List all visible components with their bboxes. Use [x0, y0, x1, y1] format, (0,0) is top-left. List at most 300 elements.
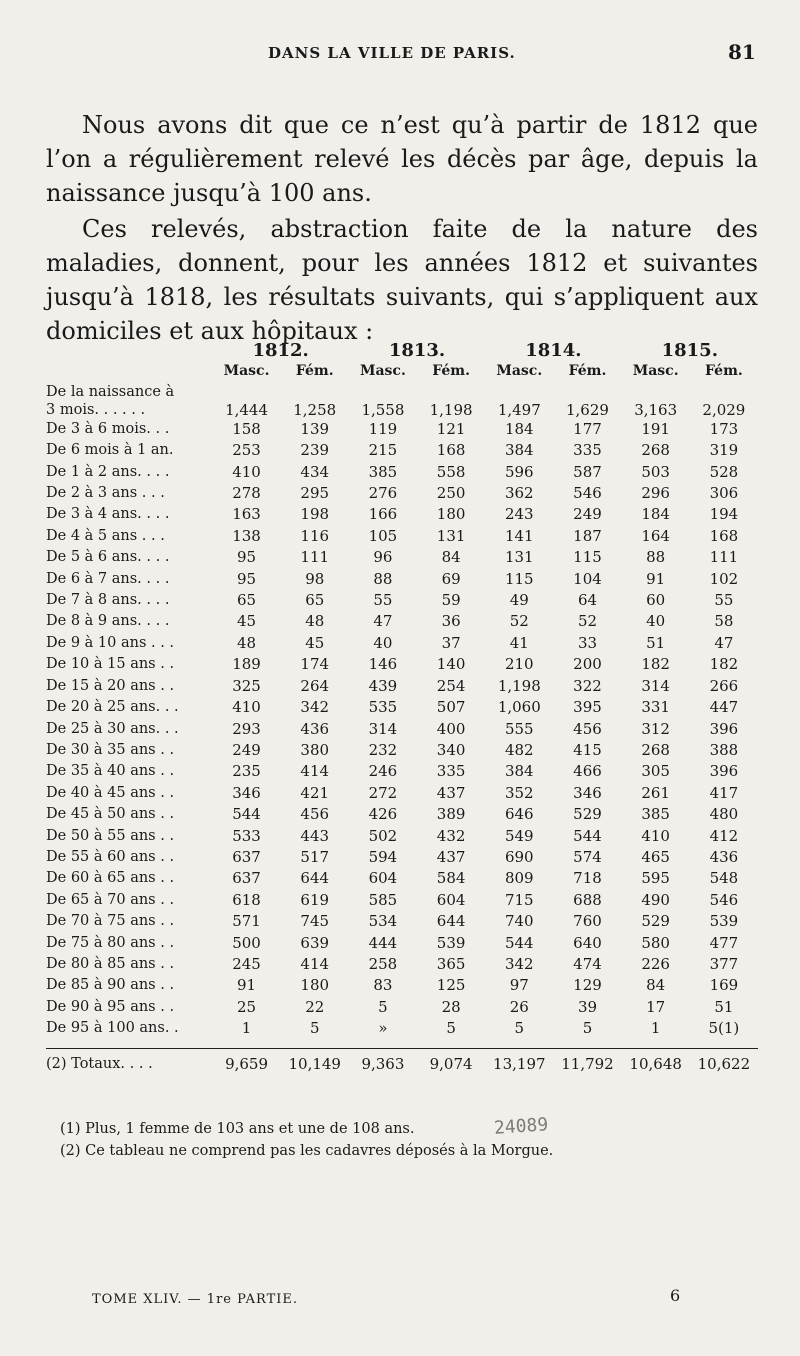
- death-count-cell: 377: [709, 954, 739, 973]
- death-count-cell: 146: [368, 655, 398, 674]
- death-count-cell: 49: [509, 591, 529, 610]
- death-count-cell: 254: [436, 676, 466, 695]
- death-count-cell: 52: [509, 612, 529, 631]
- death-count-cell: 619: [300, 890, 330, 909]
- death-count-cell: 138: [232, 526, 261, 545]
- total-cell: 10,648: [622, 1048, 690, 1079]
- death-count-cell: 55: [373, 591, 393, 610]
- death-count-cell: 272: [368, 783, 398, 802]
- death-count-cell: 535: [368, 698, 398, 717]
- sex-header: Fém.: [432, 363, 470, 380]
- death-count-cell: 618: [232, 890, 261, 909]
- table-body: [46, 383, 758, 1040]
- death-count-cell: 421: [300, 783, 330, 802]
- death-count-cell: 45: [237, 612, 257, 631]
- death-count-cell: 105: [368, 526, 398, 545]
- death-count-cell: 558: [436, 462, 466, 481]
- total-cell: 10,622: [690, 1048, 758, 1079]
- death-count-cell: 412: [709, 826, 739, 845]
- death-count-cell: 249: [232, 740, 261, 759]
- death-count-cell: 95: [237, 569, 257, 588]
- death-count-cell: 59: [441, 591, 461, 610]
- death-count-cell: 503: [641, 462, 670, 481]
- table-row: [46, 419, 758, 440]
- death-count-cell: 191: [641, 419, 670, 438]
- death-count-cell: 465: [641, 847, 670, 866]
- death-count-cell: 25: [237, 997, 257, 1016]
- death-count-cell: 1,444: [225, 400, 269, 419]
- age-label: De 4 à 5 ans . . .: [46, 527, 165, 544]
- death-count-cell: 517: [300, 847, 330, 866]
- footnotes: [60, 1118, 740, 1162]
- death-count-cell: 84: [441, 548, 461, 567]
- totals-label: (2) Totaux. . . .: [46, 1048, 212, 1079]
- death-count-cell: 306: [709, 484, 739, 503]
- death-count-cell: 47: [373, 612, 393, 631]
- death-count-cell: 688: [573, 890, 602, 909]
- death-count-cell: 474: [573, 954, 602, 973]
- death-count-cell: 718: [573, 869, 602, 888]
- table-row: [46, 783, 758, 804]
- death-count-cell: 1,198: [429, 400, 473, 419]
- table-row: [46, 975, 758, 996]
- death-count-cell: 189: [232, 655, 261, 674]
- death-count-cell: 164: [641, 526, 670, 545]
- death-count-cell: 436: [709, 847, 739, 866]
- death-count-cell: 243: [504, 505, 534, 524]
- death-count-cell: 198: [300, 505, 330, 524]
- death-count-cell: 245: [232, 954, 261, 973]
- death-count-cell: 64: [577, 591, 598, 610]
- death-count-cell: 121: [436, 419, 466, 438]
- table-row: [46, 847, 758, 868]
- death-count-cell: 644: [300, 869, 330, 888]
- death-count-cell: 97: [509, 976, 529, 995]
- death-count-cell: 1,629: [566, 400, 609, 419]
- death-count-cell: 595: [641, 869, 670, 888]
- death-count-cell: 544: [504, 933, 534, 952]
- death-count-cell: 139: [300, 419, 330, 438]
- death-count-cell: 482: [504, 740, 534, 759]
- death-count-cell: 604: [436, 890, 466, 909]
- death-count-cell: 115: [504, 569, 534, 588]
- death-count-cell: 22: [305, 997, 325, 1016]
- death-count-cell: 1,258: [293, 400, 337, 419]
- death-count-cell: 584: [436, 869, 466, 888]
- table-row: [46, 611, 758, 632]
- death-count-cell: 437: [436, 847, 466, 866]
- table-row: [46, 868, 758, 889]
- death-count-cell: 580: [641, 933, 670, 952]
- table-row: [46, 911, 758, 932]
- table-row: [46, 676, 758, 697]
- death-count-cell: 111: [300, 548, 330, 567]
- death-count-cell: 119: [368, 419, 398, 438]
- age-label: De 3 à 4 ans. . . .: [46, 506, 170, 523]
- death-count-cell: 546: [573, 484, 602, 503]
- death-count-cell: 140: [436, 655, 466, 674]
- death-count-cell: 83: [373, 976, 393, 995]
- death-count-cell: 194: [709, 505, 739, 524]
- death-count-cell: 1,198: [497, 676, 541, 695]
- death-count-cell: 58: [714, 612, 734, 631]
- age-label: De la naissance à: [46, 383, 175, 400]
- death-count-cell: 5: [582, 1019, 593, 1038]
- death-count-cell: 388: [709, 740, 739, 759]
- table-row: [46, 440, 758, 461]
- death-count-cell: 5: [514, 1019, 525, 1038]
- sex-header: Masc.: [223, 363, 270, 380]
- death-count-cell: 533: [232, 826, 261, 845]
- death-count-cell: 322: [573, 676, 602, 695]
- death-count-cell: 116: [300, 526, 330, 545]
- table-row: [46, 633, 758, 654]
- death-count-cell: 340: [436, 740, 466, 759]
- death-count-cell: 587: [573, 462, 602, 481]
- death-count-cell: 594: [368, 847, 398, 866]
- age-label: De 35 à 40 ans . .: [46, 763, 175, 780]
- age-label: De 55 à 60 ans . .: [46, 848, 175, 865]
- death-count-cell: 174: [300, 655, 330, 674]
- death-count-cell: 596: [504, 462, 534, 481]
- death-count-cell: 809: [504, 869, 534, 888]
- death-count-cell: 549: [504, 826, 534, 845]
- death-count-cell: 250: [436, 484, 466, 503]
- death-count-cell: 129: [573, 976, 602, 995]
- death-count-cell: 456: [573, 719, 602, 738]
- death-count-cell: 528: [709, 462, 739, 481]
- total-cell: 9,363: [349, 1048, 417, 1079]
- total-cell: 13,197: [485, 1048, 553, 1079]
- death-count-cell: 534: [368, 912, 398, 931]
- death-count-cell: 444: [368, 933, 398, 952]
- death-count-cell: 235: [232, 762, 261, 781]
- deaths-by-age-table: [46, 340, 758, 1079]
- death-count-cell: 410: [641, 826, 670, 845]
- death-count-cell: 163: [232, 505, 261, 524]
- death-count-cell: 40: [646, 612, 666, 631]
- table-row: [46, 590, 758, 611]
- death-count-cell: 169: [709, 976, 739, 995]
- death-count-cell: 740: [504, 912, 534, 931]
- death-count-cell: 417: [709, 783, 739, 802]
- death-count-cell: 115: [573, 548, 602, 567]
- table-row: [46, 383, 758, 401]
- year-header-row: [46, 340, 758, 361]
- death-count-cell: 226: [641, 954, 670, 973]
- death-count-cell: 529: [573, 805, 602, 824]
- death-count-cell: 426: [368, 805, 398, 824]
- age-label: De 7 à 8 ans. . . .: [46, 592, 170, 609]
- death-count-cell: 84: [646, 976, 666, 995]
- death-count-cell: 546: [709, 890, 739, 909]
- footnote: (2) Ce tableau ne comprend pas les cadavres déposés à la Morgue.: [60, 1143, 554, 1159]
- death-count-cell: 5(1): [708, 1019, 740, 1038]
- death-count-cell: 1,060: [497, 698, 541, 717]
- sex-header: Masc.: [632, 363, 679, 380]
- table-row: [46, 654, 758, 675]
- age-label: De 25 à 30 ans. . .: [46, 720, 179, 737]
- death-count-cell: 571: [232, 912, 261, 931]
- sex-header: Fém.: [704, 363, 743, 380]
- table-row: [46, 504, 758, 525]
- death-count-cell: 1: [241, 1019, 252, 1038]
- page-number: 81: [728, 40, 756, 64]
- table-row: [46, 483, 758, 504]
- death-count-cell: 507: [436, 698, 466, 717]
- death-count-cell: 312: [641, 719, 670, 738]
- death-count-cell: 180: [436, 505, 466, 524]
- volume-line: TOME XLIV. — 1re PARTIE.: [92, 1292, 299, 1307]
- table-row: [46, 933, 758, 954]
- death-count-cell: 96: [373, 548, 393, 567]
- death-count-cell: 158: [232, 419, 261, 438]
- footnote: (1) Plus, 1 femme de 103 ans et une de 108 ans.: [60, 1121, 415, 1137]
- death-count-cell: 335: [436, 762, 466, 781]
- sex-header: Masc.: [359, 363, 406, 380]
- death-count-cell: 180: [300, 976, 330, 995]
- death-count-cell: 33: [577, 633, 598, 652]
- death-count-cell: 55: [714, 591, 734, 610]
- death-count-cell: 389: [436, 805, 466, 824]
- death-count-cell: 414: [300, 762, 330, 781]
- year-header: 1813.: [388, 340, 446, 361]
- death-count-cell: 3,163: [634, 400, 678, 419]
- sex-header: Fém.: [295, 363, 334, 380]
- death-count-cell: 182: [709, 655, 739, 674]
- death-count-cell: 342: [504, 954, 534, 973]
- age-label: De 6 mois à 1 an.: [46, 442, 174, 459]
- death-count-cell: 410: [232, 698, 261, 717]
- death-count-cell: 296: [641, 484, 670, 503]
- death-count-cell: 490: [641, 890, 670, 909]
- death-count-cell: 395: [573, 698, 602, 717]
- death-count-cell: 346: [232, 783, 261, 802]
- age-label: De 6 à 7 ans. . . .: [46, 570, 170, 587]
- death-count-cell: 447: [709, 698, 739, 717]
- death-count-cell: 480: [709, 805, 739, 824]
- death-count-cell: 585: [368, 890, 398, 909]
- total-cell: 9,074: [417, 1048, 485, 1079]
- death-count-cell: 637: [232, 869, 261, 888]
- death-count-cell: 177: [573, 419, 602, 438]
- death-count-cell: 439: [368, 676, 398, 695]
- death-count-cell: 125: [436, 976, 466, 995]
- death-count-cell: 166: [368, 505, 398, 524]
- death-count-cell: 385: [641, 805, 670, 824]
- total-cell: 9,659: [212, 1048, 280, 1079]
- death-count-cell: 88: [373, 569, 393, 588]
- age-label: De 15 à 20 ans . .: [46, 677, 175, 694]
- sex-header: Masc.: [496, 363, 543, 380]
- age-label: De 40 à 45 ans . .: [46, 784, 175, 801]
- table-row: [46, 719, 758, 740]
- death-count-cell: 639: [300, 933, 330, 952]
- death-count-cell: 637: [232, 847, 261, 866]
- age-label: De 65 à 70 ans . .: [46, 891, 175, 908]
- death-count-cell: 443: [300, 826, 330, 845]
- age-label: De 20 à 25 ans. . .: [46, 699, 179, 716]
- age-label: De 95 à 100 ans. .: [46, 1020, 179, 1037]
- table-row: [46, 697, 758, 718]
- death-count-cell: 436: [300, 719, 330, 738]
- age-label: De 2 à 3 ans . . .: [46, 485, 165, 502]
- death-count-cell: 210: [504, 655, 534, 674]
- death-count-cell: »: [378, 1019, 388, 1038]
- handwritten-annotation: 24089: [493, 1114, 549, 1139]
- paragraph-results: Ces relevés, abstraction faite de la nature des maladies, donnent, pour les années 1812 et suivantes jusqu’à 1818, les résultats suivants, qui s’appliquent aux domiciles et aux hôpitaux :: [46, 215, 758, 345]
- death-count-cell: 264: [300, 676, 330, 695]
- death-count-cell: 539: [709, 912, 739, 931]
- death-count-cell: 432: [436, 826, 466, 845]
- death-count-cell: 5: [309, 1019, 320, 1038]
- death-count-cell: 182: [641, 655, 670, 674]
- death-count-cell: 314: [368, 719, 398, 738]
- table-totals: [46, 1040, 758, 1079]
- table-row: [46, 954, 758, 975]
- table-row: [46, 462, 758, 483]
- death-count-cell: 529: [641, 912, 670, 931]
- death-count-cell: 69: [441, 569, 461, 588]
- death-count-cell: 365: [436, 954, 466, 973]
- death-count-cell: 544: [573, 826, 602, 845]
- death-count-cell: 335: [573, 441, 602, 460]
- death-count-cell: 52: [577, 612, 598, 631]
- death-count-cell: 60: [646, 591, 666, 610]
- age-label: De 80 à 85 ans . .: [46, 955, 175, 972]
- death-count-cell: 95: [237, 548, 257, 567]
- table-row: [46, 761, 758, 782]
- death-count-cell: 184: [641, 505, 670, 524]
- death-count-cell: 325: [232, 676, 261, 695]
- death-count-cell: 239: [300, 441, 330, 460]
- death-count-cell: 574: [573, 847, 602, 866]
- death-count-cell: 400: [436, 719, 466, 738]
- age-label: De 1 à 2 ans. . . .: [46, 463, 170, 480]
- death-count-cell: 760: [573, 912, 602, 931]
- table-row: [46, 804, 758, 825]
- death-count-cell: 168: [709, 526, 739, 545]
- death-count-cell: 346: [573, 783, 602, 802]
- death-count-cell: 17: [646, 997, 666, 1016]
- age-label: De 90 à 95 ans . .: [46, 998, 175, 1015]
- year-header: 1814.: [525, 340, 582, 361]
- death-count-cell: 98: [305, 569, 325, 588]
- death-count-cell: 39: [577, 997, 598, 1016]
- sex-header-row: [46, 361, 758, 382]
- death-count-cell: 215: [368, 441, 398, 460]
- death-count-cell: 715: [504, 890, 534, 909]
- death-count-cell: 26: [509, 997, 529, 1016]
- death-count-cell: 384: [504, 762, 534, 781]
- death-count-cell: 268: [641, 441, 670, 460]
- death-count-cell: 200: [573, 655, 602, 674]
- age-label: De 10 à 15 ans . .: [46, 656, 175, 673]
- death-count-cell: 48: [305, 612, 325, 631]
- total-cell: 10,149: [281, 1048, 349, 1079]
- age-label: De 45 à 50 ans . .: [46, 806, 175, 823]
- death-count-cell: 319: [709, 441, 739, 460]
- death-count-cell: 184: [504, 419, 534, 438]
- age-label: 3 mois. . . . . .: [46, 401, 146, 418]
- death-count-cell: 500: [232, 933, 261, 952]
- death-count-cell: 384: [504, 441, 534, 460]
- death-count-cell: 544: [232, 805, 261, 824]
- death-count-cell: 141: [504, 526, 534, 545]
- death-count-cell: 1,558: [361, 400, 405, 419]
- age-label: De 3 à 6 mois. . .: [46, 420, 170, 437]
- death-count-cell: 646: [504, 805, 534, 824]
- death-count-cell: 104: [573, 569, 602, 588]
- death-count-cell: 253: [232, 441, 261, 460]
- age-label: De 75 à 80 ans . .: [46, 934, 175, 951]
- death-count-cell: 690: [504, 847, 534, 866]
- death-count-cell: 51: [714, 997, 734, 1016]
- death-count-cell: 131: [436, 526, 466, 545]
- death-count-cell: 396: [709, 719, 739, 738]
- death-count-cell: 1: [650, 1019, 661, 1038]
- year-header: 1815.: [661, 340, 718, 361]
- death-count-cell: 232: [368, 740, 398, 759]
- death-count-cell: 168: [436, 441, 466, 460]
- age-label: De 60 à 65 ans . .: [46, 870, 175, 887]
- paragraph-intro: Nous avons dit que ce n’est qu’à partir de 1812 que l’on a régulièrement relevé les décès par âge, depuis la naissance jusqu’à 100 ans.: [46, 111, 758, 207]
- death-count-cell: 555: [504, 719, 534, 738]
- death-count-cell: 477: [709, 933, 739, 952]
- death-count-cell: 414: [300, 954, 330, 973]
- age-column-header: [46, 340, 212, 361]
- death-count-cell: 258: [368, 954, 398, 973]
- age-label: De 9 à 10 ans . . .: [46, 634, 175, 651]
- death-count-cell: 539: [436, 933, 466, 952]
- signature-mark: 6: [670, 1286, 681, 1305]
- death-count-cell: 266: [709, 676, 739, 695]
- age-label: De 85 à 90 ans . .: [46, 977, 175, 994]
- death-count-cell: 314: [641, 676, 670, 695]
- death-count-cell: 352: [504, 783, 534, 802]
- table-row: [46, 740, 758, 761]
- death-count-cell: 745: [300, 912, 330, 931]
- death-count-cell: 51: [646, 633, 666, 652]
- age-label: De 50 à 55 ans . .: [46, 827, 175, 844]
- death-count-cell: 65: [305, 591, 325, 610]
- death-count-cell: 40: [373, 633, 393, 652]
- age-label: De 70 à 75 ans . .: [46, 913, 175, 930]
- death-count-cell: 1,497: [497, 400, 541, 419]
- death-count-cell: 2,029: [702, 400, 746, 419]
- death-count-cell: 293: [232, 719, 261, 738]
- running-head: [0, 38, 800, 68]
- death-count-cell: 410: [232, 462, 261, 481]
- death-count-cell: 88: [646, 548, 666, 567]
- totals-row: [46, 1048, 758, 1079]
- death-count-cell: 36: [441, 612, 461, 631]
- death-count-cell: 246: [368, 762, 398, 781]
- death-count-cell: 276: [368, 484, 398, 503]
- death-count-cell: 295: [300, 484, 330, 503]
- table-row: [46, 526, 758, 547]
- death-count-cell: 385: [368, 462, 398, 481]
- table-row: [46, 997, 758, 1018]
- death-count-cell: 187: [573, 526, 602, 545]
- death-count-cell: 415: [573, 740, 602, 759]
- table-row: [46, 1018, 758, 1039]
- death-count-cell: 434: [300, 462, 330, 481]
- sex-header: Fém.: [568, 363, 607, 380]
- death-count-cell: 65: [237, 591, 257, 610]
- table-row: [46, 890, 758, 911]
- death-count-cell: 604: [368, 869, 398, 888]
